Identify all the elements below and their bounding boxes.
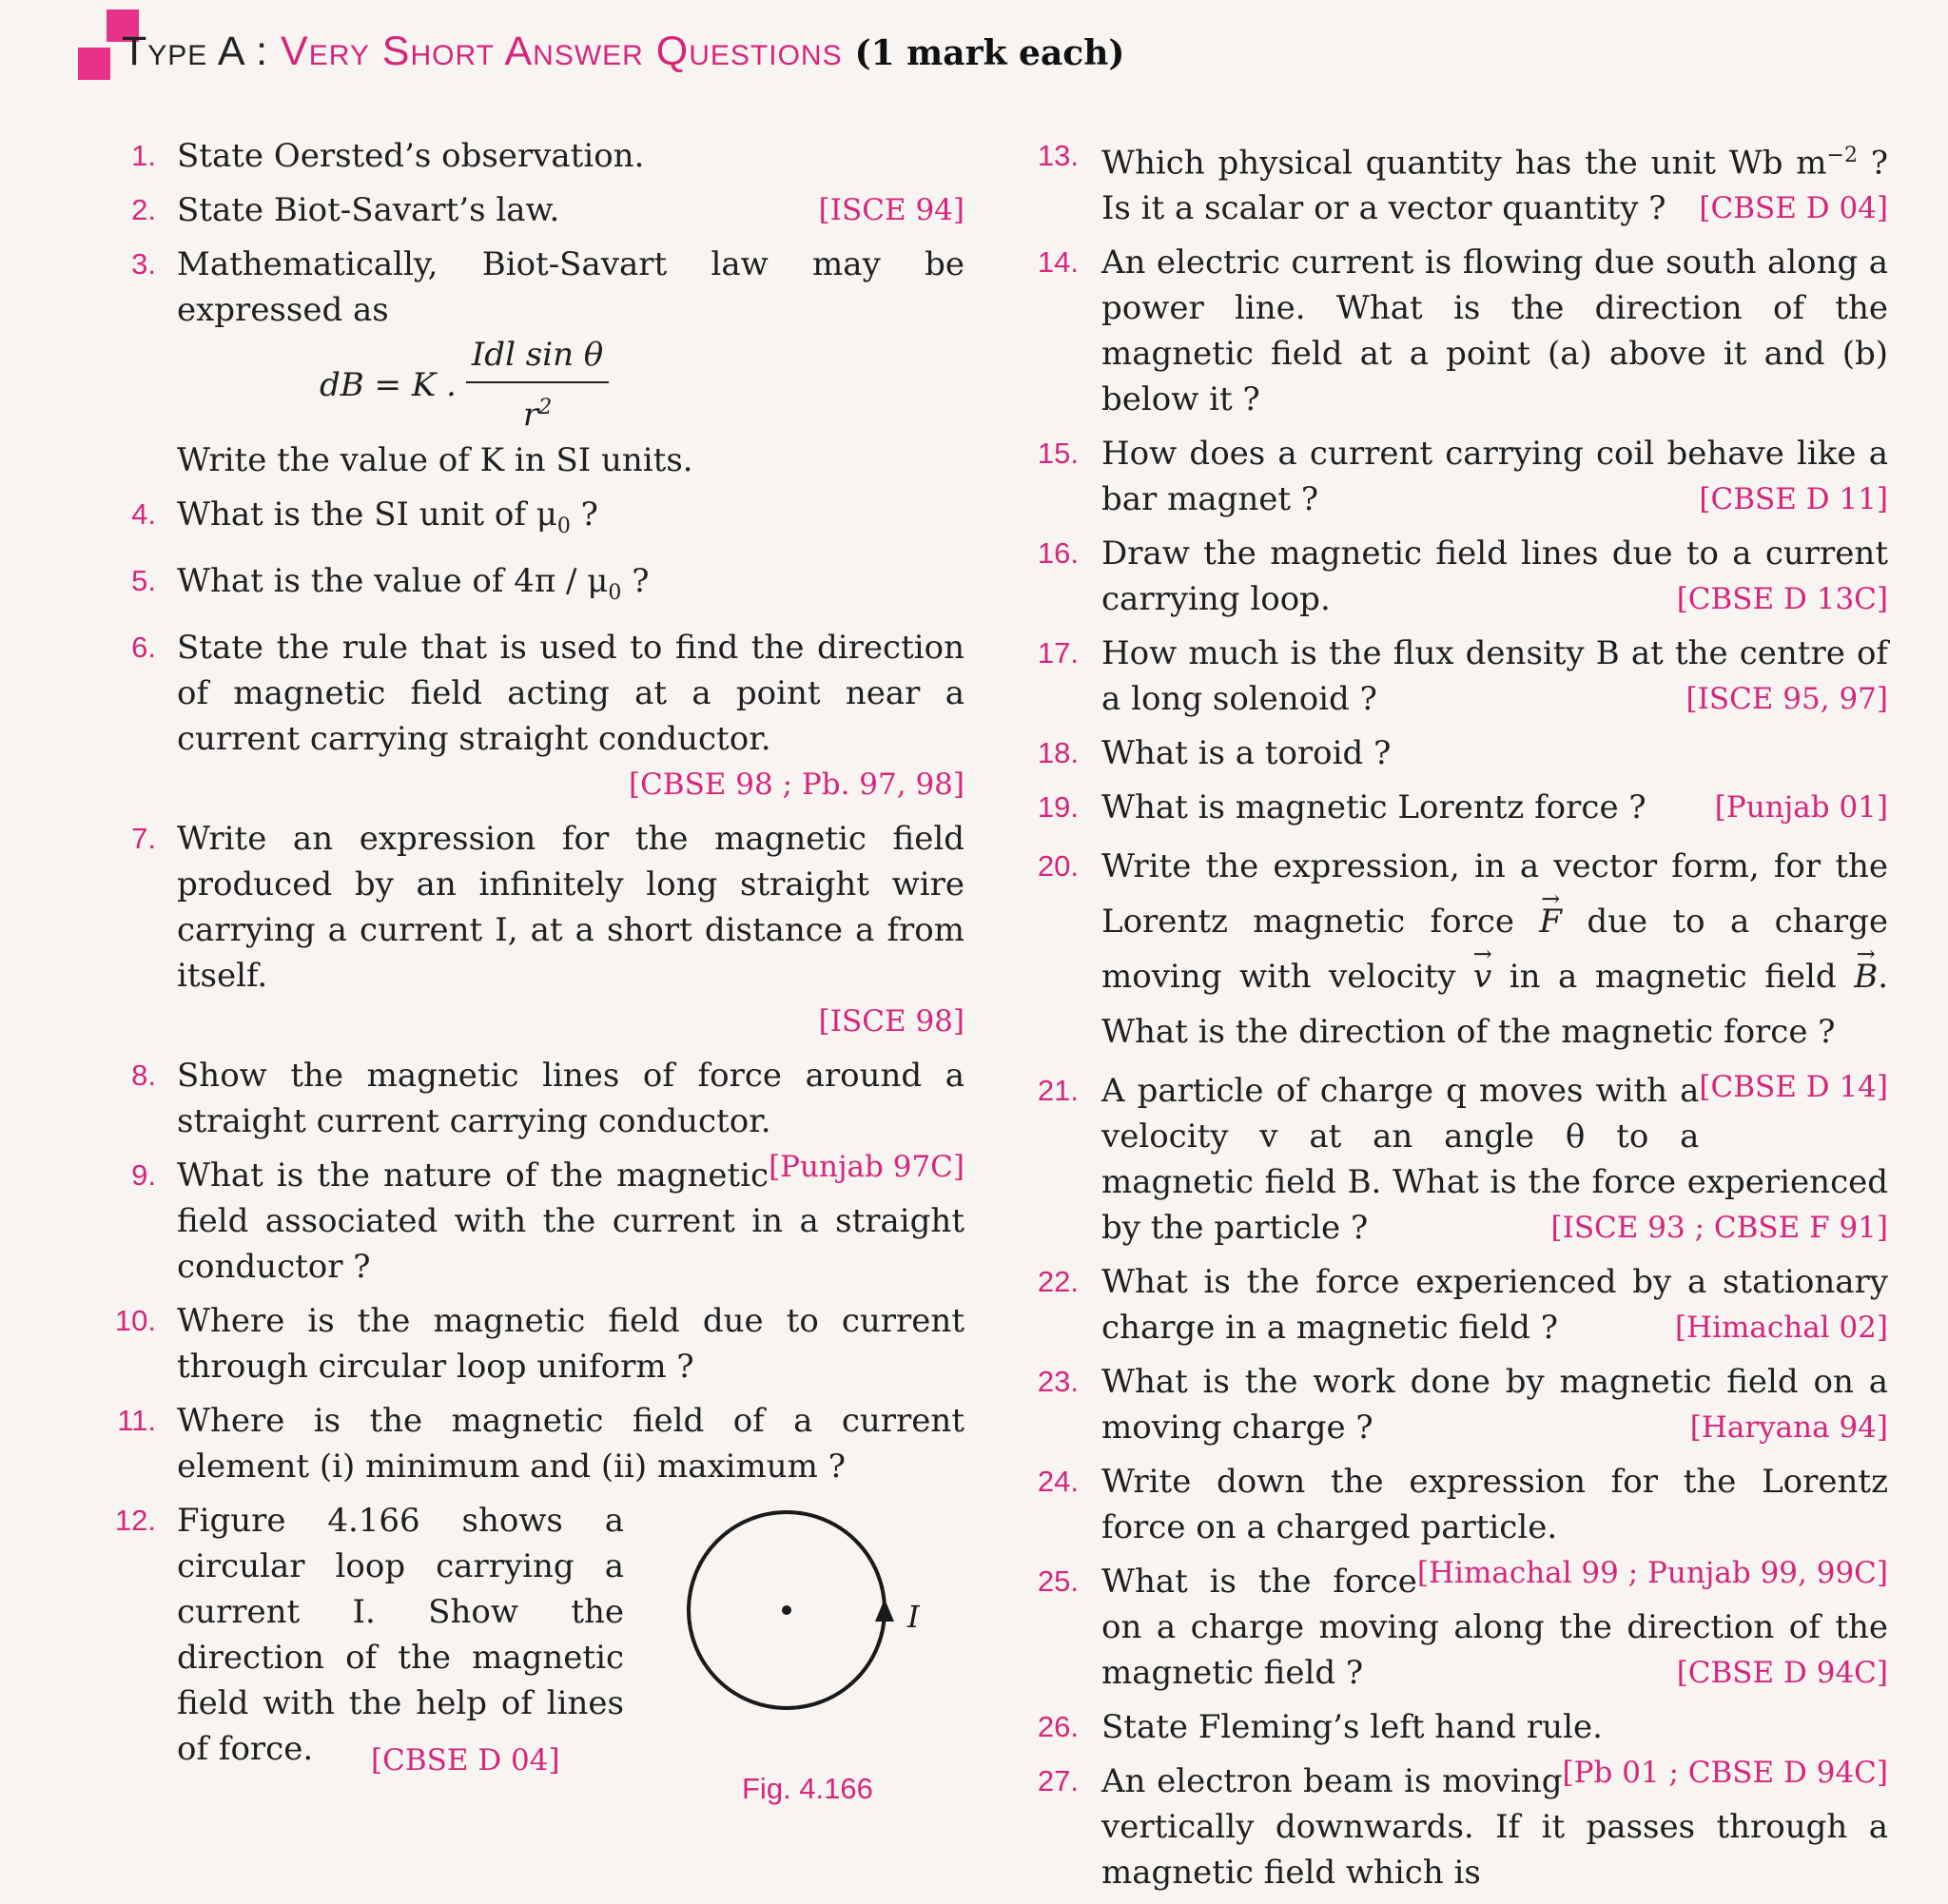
source-tag: [ISCE 98] xyxy=(818,1003,964,1039)
source-tag: [CBSE D 14] xyxy=(1699,1070,1888,1105)
left-column xyxy=(105,133,964,1820)
source-tag: [Pb 01 ; CBSE D 94C] xyxy=(1562,1756,1888,1791)
question-item: 26. State Fleming’s left hand rule. [Pb 01 ; CBSE D 94C] xyxy=(1027,1704,1888,1750)
source-tag: [ISCE 94] xyxy=(818,193,964,227)
header-square-icon xyxy=(78,48,110,80)
current-label: I xyxy=(907,1598,920,1635)
source-tag: [Punjab 97C] xyxy=(769,1149,964,1184)
source-tag: [ISCE 93 ; CBSE F 91] xyxy=(1550,1211,1888,1246)
question-item: 24. Write down the expression for the Lorentz force on a charged particle. [Himachal 99 ; Punjab 99, 99C] xyxy=(1027,1459,1888,1550)
vector-v: → v xyxy=(1473,949,1491,1004)
figure-caption: Fig. 4.166 xyxy=(742,1771,873,1805)
question-item: 20. Write the expression, in a vector form, for the Lorentz magnetic force → F due to a charge moving with velocity → v in a magnetic field → B. What is the direction of the magnetic force ? [CBSE D 14] xyxy=(1027,839,1888,1059)
question-item: 15. How does a current carrying coil behave like a bar magnet ? [CBSE D 11] xyxy=(1027,431,1888,522)
source-tag: [CBSE D 04] xyxy=(371,1742,560,1778)
question-item: 4. What is the SI unit of $\mu_0$ ? xyxy=(131,495,598,538)
question-item: 14. An electric current is flowing due south along a power line. What is the direction of the magnetic field at a point (a) above it and (b) below it ? xyxy=(1037,243,1888,419)
right-column xyxy=(1027,133,1888,1904)
source-tag: [CBSE D 13C] xyxy=(1676,582,1888,617)
question-item: 5. What is the value of $4\pi / \mu_0$ ? xyxy=(131,561,650,605)
question-item: 9. What is the nature of the magnetic field associated with the current in a straight conductor ? xyxy=(131,1156,964,1286)
question-item: 8. Show the magnetic lines of force around a straight current carrying conductor. [Punjab 97C] xyxy=(105,1053,964,1144)
question-item: 27. An electron beam is moving vertically downwards. If it passes through a magnetic field which is xyxy=(1037,1762,1888,1893)
source-tag: [Himachal 02] xyxy=(1674,1311,1888,1346)
source-tag: [Haryana 94] xyxy=(1689,1410,1888,1446)
question-item: 3. Mathematically, Biot-Savart law may be expressed as dB = K . $\frac{\text{Idl sin θ}}{r^2}$ Write the value of K in SI units. xyxy=(131,245,964,479)
question-item: 10. Where is the magnetic field due to current through circular loop uniform ? xyxy=(114,1301,964,1386)
section-title: Type A : Very Short Answer Questions (1 mark each) xyxy=(122,29,1125,74)
question-item: 2. State Biot-Savart’s law. [ISCE 94] xyxy=(105,187,964,233)
section-header xyxy=(78,10,1695,86)
vector-f: → F xyxy=(1539,894,1562,949)
vector-b: → B xyxy=(1854,949,1878,1004)
question-item: 18. What is a toroid ? xyxy=(1037,734,1392,773)
source-tag: [CBSE D 11] xyxy=(1699,482,1888,517)
question-item: 11. Where is the magnetic field of a current element (i) minimum and (ii) maximum ? xyxy=(117,1401,964,1486)
source-tag: [CBSE 98 ; Pb. 97, 98] xyxy=(628,767,964,802)
question-item: 13. Which physical quantity has the unit Wb $m^{-2}$ ? Is it a scalar or a vector quantity ? [CBSE D 04] xyxy=(1027,133,1888,231)
source-tag: [ISCE 95, 97] xyxy=(1685,682,1888,717)
current-arrow-icon xyxy=(875,1599,894,1622)
question-item: 25. What is the force on a charge moving along the direction of the magnetic field ? [CBSE D 94C] xyxy=(1027,1559,1888,1696)
question-item: 17. How much is the flux density B at the centre of a long solenoid ? [ISCE 95, 97] xyxy=(1027,631,1888,722)
source-tag: [CBSE D 04] xyxy=(1699,191,1888,226)
question-item: 23. What is the work done by magnetic field on a moving charge ? [Haryana 94] xyxy=(1027,1359,1888,1450)
question-item: 16. Draw the magnetic field lines due to a current carrying loop. [CBSE D 13C] xyxy=(1027,531,1888,622)
circular-loop-figure xyxy=(687,1506,934,1753)
source-tag: [CBSE D 94C] xyxy=(1676,1656,1888,1691)
source-tag: [Punjab 01] xyxy=(1714,790,1888,826)
question-item: 12. Figure 4.166 shows a circular loop carrying a current I. Show the direction of the magnetic field with the help of lines of force. [CBSE D 04] I Fig. 4.166 xyxy=(105,1498,964,1812)
formula-fraction: $\frac{\text{Idl sin θ}}{r^2}$ xyxy=(466,332,609,437)
source-tag: [Himachal 99 ; Punjab 99, 99C] xyxy=(1416,1556,1888,1591)
biot-savart-formula: dB = K . $\frac{\text{Idl sin θ}}{r^2}$ xyxy=(177,333,964,437)
question-item: 19. What is magnetic Lorentz force ? [Punjab 01] xyxy=(1027,785,1888,830)
question-item: 21. A particle of charge q moves with a velocity v at an angle θ to a magnetic field B. What is the force experienced by the particle ? [ISCE 93 ; CBSE F 91] xyxy=(1027,1068,1888,1251)
question-item: 7. Write an expression for the magnetic field produced by an infinitely long straight wire carrying a current I, at a short distance a from itself. [ISCE 98] xyxy=(105,816,964,1044)
loop-center-dot xyxy=(782,1605,791,1615)
question-item: 1. State Oersted’s observation. xyxy=(131,137,645,175)
question-item: 6. State the rule that is used to find the direction of magnetic field acting at a point near a current carrying straight conductor. [CBSE 98 ; Pb. 97, 98] xyxy=(105,625,964,807)
question-item: 22. What is the force experienced by a stationary charge in a magnetic field ? [Himachal 02] xyxy=(1027,1259,1888,1350)
